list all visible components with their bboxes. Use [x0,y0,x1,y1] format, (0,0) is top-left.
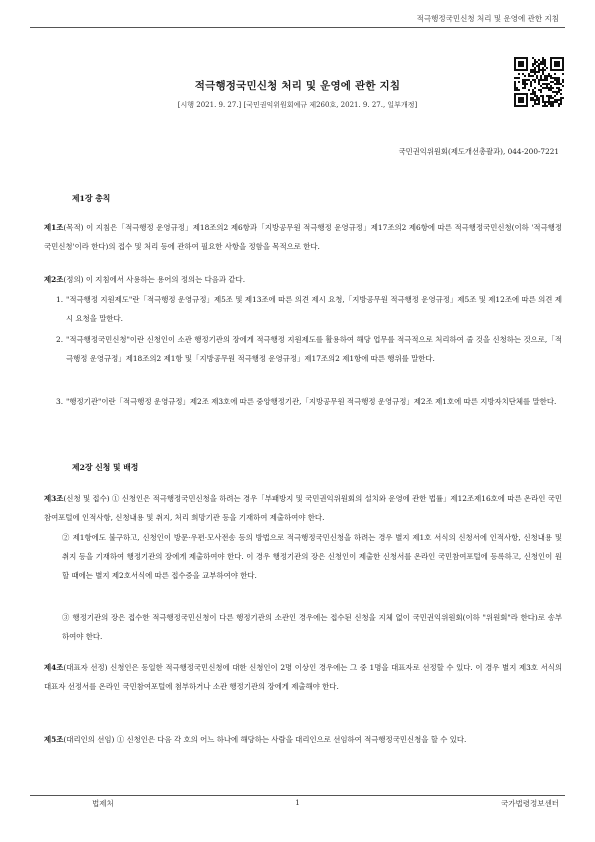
footer-divider [30,795,565,796]
article-text: (대리인의 선임) ① 신청인은 다음 각 호의 어느 하나에 해당하는 사람을 대리인으로 선임하여 적극행정국민신청을 할 수 있다. [63,735,467,744]
article-4 [44,658,562,696]
footer-left: 법제처 [92,799,114,808]
article-number: 제4조 [44,663,64,672]
list-item [56,330,562,368]
item-text: "적극행정 지원제도"란「적극행정 운영규정」제5조 및 제13조에 따른 의견 제시 요청,「지방공무원 적극행정 운영규정」제5조 및 제12조에 따른 의견 제시 요청을 말한다. [66,295,562,323]
article-2 [44,270,562,289]
article-text: (정의) 이 지침에서 사용하는 용어의 정의는 다음과 같다. [63,275,246,284]
article-number: 제1조 [44,223,64,232]
chapter-2-heading: 제2장 신청 및 배정 [72,463,139,472]
item-text: "행정기관"이란「적극행정 운영규정」제2조 제3호에 따른 중앙행정기관,「지방공무원 적극행정 운영규정」제2조 제1호에 따른 지방자치단체를 말한다. [66,397,557,406]
article-number: 제2조 [44,275,64,284]
article-3-paragraph-3: ③ 행정기관의 장은 접수한 적극행정국민신청이 다른 행정기관의 소관인 경우에는 접수된 신청을 지체 없이 국민권익위원회(이하 "위원회"라 한다)로 송부하여야 한다. [62,613,562,641]
article-3-paragraph-2: ② 제1항에도 불구하고, 신청인이 방문·우편·모사전송 등의 방법으로 적극행정국민신청을 하려는 경우 별지 제1호 서식의 신청서에 인적사항, 신청내용 및 취지 등을 기재하여 행정기관의 장에게 제출하여야 한다. 이 경우 행정기관의 장은 신청인이 제출한 신청서를 온라인 국민참여포털에 등록하고, 신청인이 원할 때에는 별지 제2호서식에 따른 접수증을 교부하여야 한다. [62,533,562,580]
article-number: 제3조 [44,494,64,503]
footer-right: 국가법령정보센터 [501,799,559,808]
page-number: 1 [295,798,300,807]
article-3 [44,489,562,527]
list-item [56,392,562,411]
article-1 [44,218,562,256]
item-text: "적극행정국민신청"이란 신청인이 소관 행정기관의 장에게 적극행정 지원제도를 활용하여 해당 업무를 적극적으로 처리하여 줄 것을 신청하는 것으로,「적극행정 운영규정」제18조의2 제1항 및「지방공무원 적극행정 운영규정」제17조의2 제1항에 따른 행위를 말한다. [66,335,562,363]
chapter-1-heading: 제1장 총칙 [72,194,111,203]
item-number: 1. [56,295,64,304]
document-subtitle: [시행 2021. 9. 27.] [국민권익위원회예규 제260호, 2021. 9. 27., 일부개정] [177,101,418,109]
article-text: (대표자 선정) 신청인은 동일한 적극행정국민신청에 대한 신청인이 2명 이상인 경우에는 그 중 1명을 대표자로 선정할 수 있다. 이 경우 별지 제3호 서식의 대표자 선정서를 온라인 국민참여포털에 첨부하거나 소관 행정기관의 장에게 제출해야 한다. [44,663,562,691]
article-text: (신청 및 접수) ① 신청인은 적극행정국민신청을 하려는 경우「부패방지 및 국민권익위원회의 설치와 운영에 관한 법률」제12조제16호에 따른 온라인 국민참여포털에 인적사항, 신청내용 및 취지, 처리 희망기관 등을 기재하여 제출하여야 한다. [44,494,562,522]
document-title: 적극행정국민신청 처리 및 운영에 관한 지침 [194,80,401,92]
article-number: 제5조 [44,735,64,744]
article-text: (목적) 이 지침은「적극행정 운영규정」제18조의2 제6항과「지방공무원 적극행정 운영규정」제17조의2 제6항에 따른 적극행정국민신청(이하 '적극행정국민신청'이라 한다)의 접수 및 처리 등에 관하여 필요한 사항을 정함을 목적으로 한다. [44,223,562,251]
item-number: 2. [56,335,64,344]
item-number: 3. [56,397,64,406]
contact-info: 국민권익위원회(제도개선총괄과), 044-200-7221 [398,147,559,156]
page-header-text: 적극행정국민신청 처리 및 운영에 관한 지침 [416,14,559,23]
list-item [56,290,562,328]
header-divider [30,27,565,28]
article-5 [44,730,562,749]
